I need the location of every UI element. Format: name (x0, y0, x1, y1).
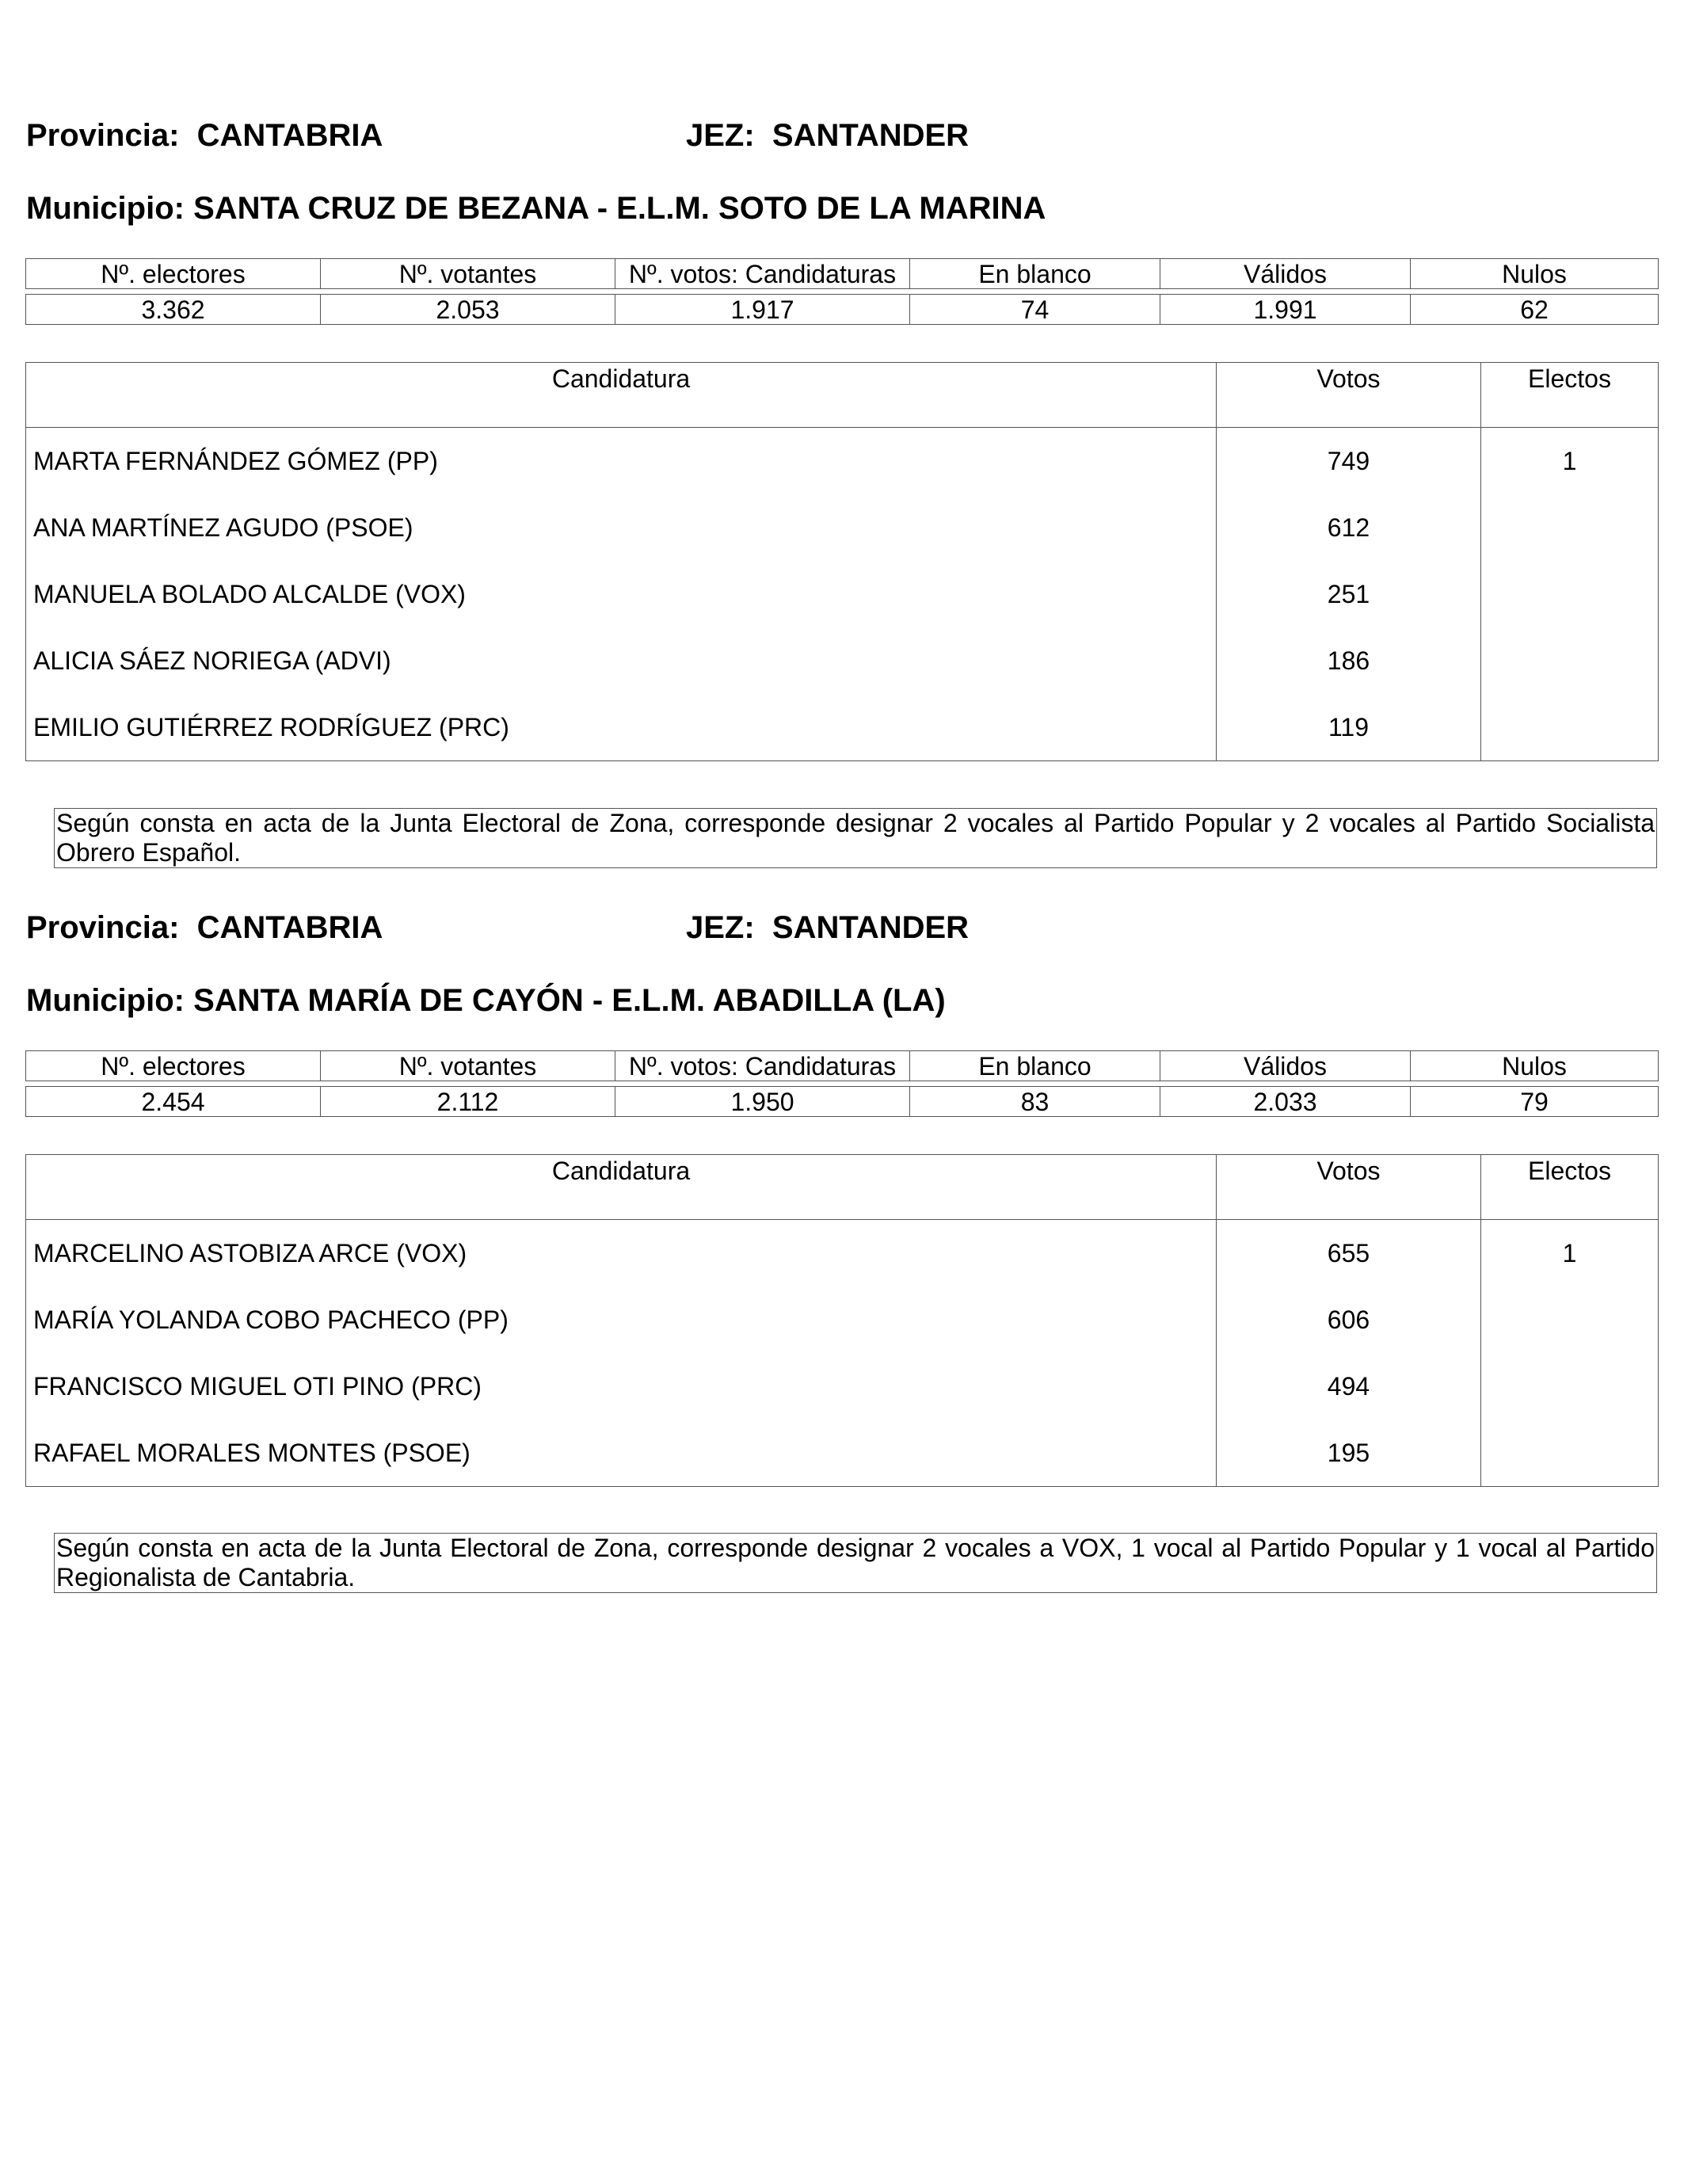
provincia-label: Provincia: (26, 910, 180, 945)
provincia-label: Provincia: (26, 118, 180, 153)
candidate-electos: 1 (1481, 428, 1659, 495)
candidates-header-row (26, 1155, 1659, 1220)
table-row (26, 494, 1659, 561)
summary-header: En blanco (910, 259, 1160, 289)
table-row (26, 1220, 1659, 1287)
summary-header: Nº. votos: Candidaturas (615, 1051, 910, 1081)
candidate-name: ALICIA SÁEZ NORIEGA (ADVI) (26, 627, 1217, 694)
summary-value: 1.917 (615, 295, 910, 325)
summary-header: Nº. votantes (321, 1051, 615, 1081)
summary-header: Nulos (1411, 1051, 1659, 1081)
summary-value: 74 (910, 295, 1160, 325)
table-row (26, 1353, 1659, 1420)
table-row (26, 428, 1659, 495)
candidate-name: FRANCISCO MIGUEL OTI PINO (PRC) (26, 1353, 1217, 1420)
candidate-name: MANUELA BOLADO ALCALDE (VOX) (26, 561, 1217, 627)
candidate-electos (1481, 1286, 1659, 1353)
summary-table (25, 258, 1659, 325)
summary-header: Válidos (1160, 1051, 1411, 1081)
candidate-name: MARÍA YOLANDA COBO PACHECO (PP) (26, 1286, 1217, 1353)
candidate-name: RAFAEL MORALES MONTES (PSOE) (26, 1420, 1217, 1487)
jez-heading (686, 117, 969, 154)
candidate-votos: 251 (1217, 561, 1481, 627)
table-row (26, 1286, 1659, 1353)
candidate-votos: 186 (1217, 627, 1481, 694)
votos-header: Votos (1217, 1155, 1481, 1220)
summary-value: 83 (910, 1087, 1160, 1117)
candidates-table (25, 362, 1659, 761)
provincia-value: CANTABRIA (196, 910, 383, 945)
candidate-votos: 195 (1217, 1420, 1481, 1487)
summary-header: Válidos (1160, 259, 1411, 289)
summary-value: 3.362 (26, 295, 321, 325)
candidate-votos: 612 (1217, 494, 1481, 561)
municipio-heading (26, 190, 1046, 227)
summary-value: 2.033 (1160, 1087, 1411, 1117)
provincia-heading (26, 117, 383, 154)
candidate-name: ANA MARTÍNEZ AGUDO (PSOE) (26, 494, 1217, 561)
candidate-electos (1481, 1353, 1659, 1420)
candidate-votos: 119 (1217, 694, 1481, 761)
candidates-header-row (26, 363, 1659, 428)
candidate-votos: 749 (1217, 428, 1481, 495)
candidatura-header: Candidatura (26, 363, 1217, 428)
summary-header: Nº. votos: Candidaturas (615, 259, 910, 289)
summary-header: Nº. electores (26, 1051, 321, 1081)
summary-value: 62 (1411, 295, 1659, 325)
summary-value: 2.053 (321, 295, 615, 325)
summary-header-row (26, 259, 1659, 289)
municipio-value: SANTA MARÍA DE CAYÓN - E.L.M. ABADILLA (LA) (193, 983, 946, 1018)
candidate-electos (1481, 1420, 1659, 1487)
designation-note: Según consta en acta de la Junta Electoral de Zona, corresponde designar 2 vocales a VOX, 1 vocal al Partido Popular y 1 vocal al Partido Regionalista de Cantabria. (54, 1533, 1657, 1593)
table-row (26, 1420, 1659, 1487)
summary-header-row (26, 1051, 1659, 1081)
candidatura-header: Candidatura (26, 1155, 1217, 1220)
provincia-heading (26, 909, 383, 946)
electos-header: Electos (1481, 1155, 1659, 1220)
summary-value: 79 (1411, 1087, 1659, 1117)
candidate-votos: 655 (1217, 1220, 1481, 1287)
candidate-electos: 1 (1481, 1220, 1659, 1287)
designation-note: Según consta en acta de la Junta Electoral de Zona, corresponde designar 2 vocales al Partido Popular y 2 vocales al Partido Socialista Obrero Español. (54, 808, 1657, 868)
municipio-label: Municipio: (26, 191, 185, 226)
summary-value: 1.991 (1160, 295, 1411, 325)
summary-header: Nº. electores (26, 259, 321, 289)
summary-table (25, 1050, 1659, 1117)
summary-header: Nulos (1411, 259, 1659, 289)
candidate-votos: 494 (1217, 1353, 1481, 1420)
jez-label: JEZ: (686, 118, 755, 153)
candidate-name: EMILIO GUTIÉRREZ RODRÍGUEZ (PRC) (26, 694, 1217, 761)
candidate-electos (1481, 694, 1659, 761)
summary-value-row (26, 1087, 1659, 1117)
candidate-electos (1481, 494, 1659, 561)
candidates-table (25, 1154, 1659, 1487)
table-row (26, 694, 1659, 761)
candidate-electos (1481, 627, 1659, 694)
candidate-name: MARCELINO ASTOBIZA ARCE (VOX) (26, 1220, 1217, 1287)
municipio-heading (26, 982, 946, 1019)
summary-value: 1.950 (615, 1087, 910, 1117)
provincia-value: CANTABRIA (196, 118, 383, 153)
jez-heading (686, 909, 969, 946)
candidate-votos: 606 (1217, 1286, 1481, 1353)
jez-label: JEZ: (686, 910, 755, 945)
summary-value: 2.112 (321, 1087, 615, 1117)
municipio-value: SANTA CRUZ DE BEZANA - E.L.M. SOTO DE LA MARINA (193, 191, 1046, 226)
summary-header: En blanco (910, 1051, 1160, 1081)
votos-header: Votos (1217, 363, 1481, 428)
table-row (26, 627, 1659, 694)
municipio-label: Municipio: (26, 983, 185, 1018)
candidate-electos (1481, 561, 1659, 627)
summary-value: 2.454 (26, 1087, 321, 1117)
summary-header: Nº. votantes (321, 259, 615, 289)
jez-value: SANTANDER (772, 118, 970, 153)
electos-header: Electos (1481, 363, 1659, 428)
candidate-name: MARTA FERNÁNDEZ GÓMEZ (PP) (26, 428, 1217, 495)
jez-value: SANTANDER (772, 910, 970, 945)
table-row (26, 561, 1659, 627)
summary-value-row (26, 295, 1659, 325)
